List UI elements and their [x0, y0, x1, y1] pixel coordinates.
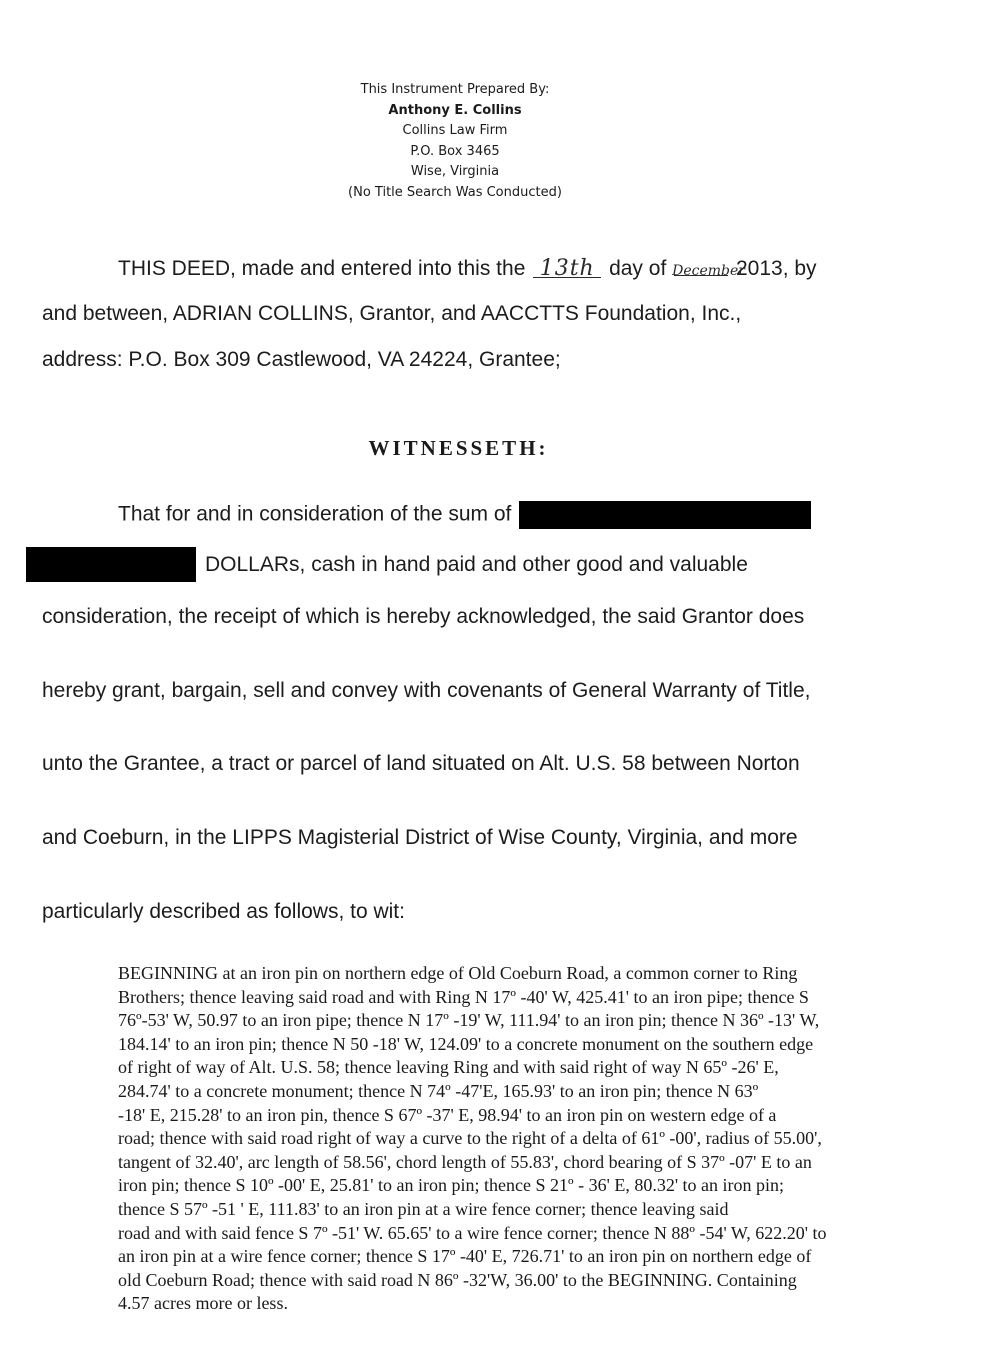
- redaction-box-amount: [519, 501, 811, 529]
- legal-line: 76º-53' W, 50.97 to an iron pipe; thence N 17º -19' W, 111.94' to an iron pin; thence N 36º -13' W,: [118, 1010, 820, 1031]
- opening-text-1: THIS DEED, made and entered into this the: [118, 257, 526, 280]
- legal-line: Brothers; thence leaving said road and with Ring N 17º -40' W, 425.41' to an iron pipe; thence S: [118, 986, 809, 1007]
- preparer-name: Anthony E. Collins: [388, 102, 522, 118]
- legal-line: tangent of 32.40', arc length of 58.56', chord length of 55.83', chord bearing of S 37º -07' E to an: [118, 1151, 812, 1172]
- consideration-line-2: DOLLARs, cash in hand paid and other good and valuable: [205, 553, 748, 576]
- consideration-line-4: hereby grant, bargain, sell and convey with covenants of General Warranty of Title,: [42, 679, 811, 702]
- opening-text-3: 2013, by: [735, 257, 817, 280]
- legal-line: road; thence with said road right of way a curve to the right of a delta of 61º -00', radius of 55.00',: [118, 1128, 822, 1149]
- legal-line: an iron pin at a wire fence corner; thence S 17º -40' E, 726.71' to an iron pin on northern edge of: [118, 1246, 812, 1267]
- handwritten-month: December: [672, 263, 745, 279]
- preparer-heading: This Instrument Prepared By:: [360, 82, 550, 97]
- preparer-block: [330, 80, 580, 204]
- preparer-city: Wise, Virginia: [410, 164, 500, 180]
- legal-line: thence S 57º -51 ' E, 111.83' to an iron pin at a wire fence corner; thence leaving said: [118, 1198, 729, 1219]
- handwritten-day: 13th: [531, 256, 603, 281]
- consideration-text-1: That for and in consideration of the sum of: [118, 502, 512, 526]
- legal-line: iron pin; thence S 10º -00' E, 25.81' to an iron pin; thence S 21º - 36' E, 80.32' to an iron pin;: [118, 1175, 785, 1196]
- opening-line-3: address: P.O. Box 309 Castlewood, VA 24224, Grantee;: [42, 348, 561, 371]
- legal-line: old Coeburn Road; thence with said road N 86º -32'W, 36.00' to the BEGINNING. Containing: [118, 1269, 797, 1290]
- witnesseth-heading: WITNESSETH:: [368, 436, 549, 460]
- legal-line: BEGINNING at an iron pin on northern edge of Old Coeburn Road, a common corner to Ring: [118, 963, 798, 983]
- redaction-box-words: [26, 547, 196, 582]
- consideration-line-7: particularly described as follows, to wit:: [42, 900, 405, 923]
- consideration-line-1: [118, 501, 811, 529]
- legal-line: 184.14' to an iron pin; thence N 50 -18' W, 124.09' to a concrete monument on the southern edge: [118, 1033, 814, 1054]
- consideration-line-5: unto the Grantee, a tract or parcel of land situated on Alt. U.S. 58 between Norton: [42, 752, 800, 775]
- consideration-line-6: and Coeburn, in the LIPPS Magisterial District of Wise County, Virginia, and more: [42, 826, 798, 849]
- preparer-note: (No Title Search Was Conducted): [348, 184, 562, 200]
- opening-line-2: and between, ADRIAN COLLINS, Grantor, and AACCTTS Foundation, Inc.,: [42, 302, 742, 325]
- legal-line: -18' E, 215.28' to an iron pin, thence S 67º -37' E, 98.94' to an iron pin on western edge of a: [118, 1104, 777, 1125]
- legal-description: [118, 962, 948, 1316]
- opening-text-2: day of: [609, 257, 667, 280]
- preparer-box: P.O. Box 3465: [410, 143, 500, 159]
- consideration-line-3: consideration, the receipt of which is hereby acknowledged, the said Grantor does: [42, 605, 805, 628]
- opening-line-1: [118, 256, 817, 281]
- preparer-firm: Collins Law Firm: [402, 123, 508, 139]
- legal-line: road and with said fence S 7º -51' W. 65.65' to a wire fence corner; thence N 88º -54' W, 622.20' to: [118, 1222, 827, 1243]
- legal-line: 4.57 acres more or less.: [118, 1293, 288, 1314]
- legal-line: 284.74' to a concrete monument; thence N 74º -47'E, 165.93' to an iron pin; thence N 63º: [118, 1080, 759, 1101]
- legal-line: of right of way of Alt. U.S. 58; thence leaving Ring and with said right of way N 65º -26' E,: [118, 1057, 779, 1078]
